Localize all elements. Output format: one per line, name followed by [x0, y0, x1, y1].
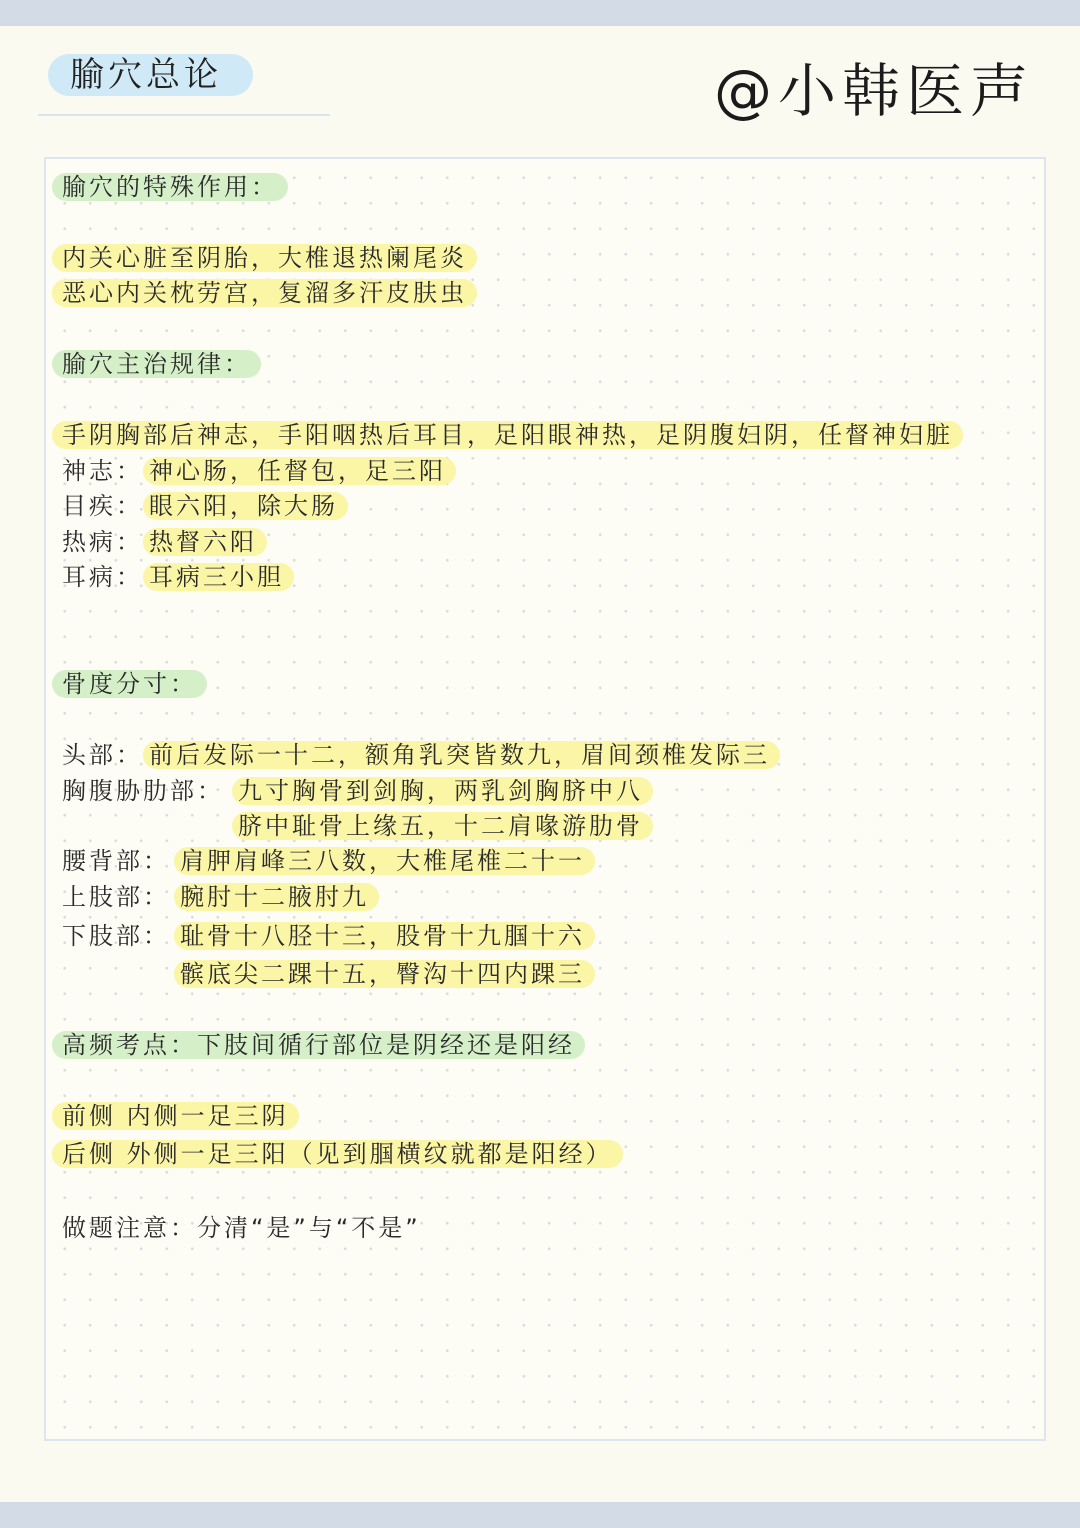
rules-item-muji: 目疾： 眼六阳，除大肠 — [62, 490, 348, 522]
exam-heading: 高频考点：下肢间循行部位是阴经还是阳经 — [62, 1029, 585, 1061]
rules-item-shenzhi: 神志： 神心肠，任督包，足三阳 — [62, 455, 456, 487]
special-line-1: 内关心脏至阴胎，大椎退热阑尾炎 — [62, 242, 477, 274]
author-watermark: @小韩医声 — [713, 57, 1034, 125]
bone-lower: 下肢部： 耻骨十八胫十三，股骨十九腘十六 — [62, 920, 595, 952]
rules-item-rebing: 热病： 热督六阳 — [62, 526, 267, 558]
title-underline — [38, 114, 330, 116]
bone-heading: 骨度分寸： — [62, 668, 207, 700]
exam-note: 做题注意：分清“是”与“不是” — [62, 1214, 421, 1242]
rules-heading: 腧穴主治规律： — [62, 348, 261, 380]
page-title: 腧穴总论 — [70, 55, 222, 95]
top-band — [0, 0, 1080, 26]
bone-chest-cont: 脐中耻骨上缘五，十二肩喙游肋骨 — [62, 810, 653, 842]
special-line-2: 恶心内关枕劳宫，复溜多汗皮肤虫 — [62, 277, 477, 309]
exam-front: 前侧 内侧一足三阴 — [62, 1100, 299, 1132]
special-heading: 腧穴的特殊作用： — [62, 171, 288, 203]
bone-back: 腰背部： 肩胛肩峰三八数，大椎尾椎二十一 — [62, 845, 595, 877]
bone-lower-cont: 髌底尖二踝十五，臀沟十四内踝三 — [62, 958, 595, 990]
rules-summary: 手阴胸部后神志，手阳咽热后耳目，足阳眼神热，足阴腹妇阴，任督神妇脏 — [62, 419, 963, 451]
exam-back: 后侧 外侧一足三阳（见到腘横纹就都是阳经） — [62, 1138, 623, 1170]
rules-item-erbing: 耳病： 耳病三小胆 — [62, 561, 294, 593]
bone-head: 头部： 前后发际一十二，额角乳突皆数九，眉间颈椎发际三 — [62, 739, 780, 771]
bone-upper: 上肢部： 腕肘十二腋肘九 — [62, 881, 379, 913]
bottom-band — [0, 1502, 1080, 1528]
bone-chest: 胸腹胁肋部： 九寸胸骨到剑胸，两乳剑胸脐中八 — [62, 775, 653, 807]
